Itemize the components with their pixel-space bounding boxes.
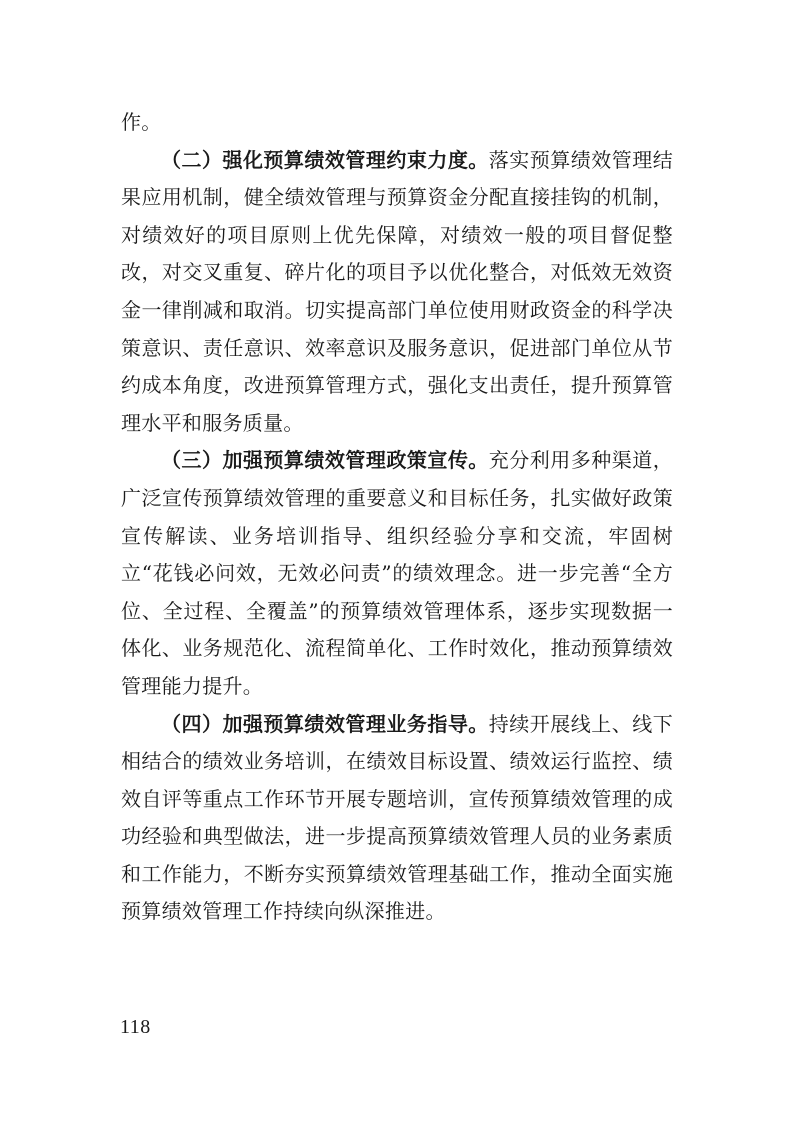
section-heading-3: （三）加强预算绩效管理政策宣传。 [161,448,489,473]
section-paragraph-3 [121,442,673,705]
page-number: 118 [120,1016,151,1038]
section-body-4: 持续开展线上、线下相结合的绩效业务培训，在绩效目标设置、绩效运行监控、绩效自评等重点工作环节开展专题培训，宣传预算绩效管理的成功经验和典型做法，进一步提高预算绩效管理人员的业务素质和工作能力，不断夯实预算绩效管理基础工作，推动全面实施预算绩效管理工作持续向纵深推进。 [121,711,673,924]
body-text [121,104,673,931]
section-heading-2: （二）强化预算绩效管理约束力度。 [161,147,489,172]
section-paragraph-2 [121,142,673,443]
section-paragraph-4 [121,706,673,932]
section-heading-4: （四）加强预算绩效管理业务指导。 [161,711,489,736]
section-body-2: 落实预算绩效管理结果应用机制，健全绩效管理与预算资金分配直接挂钩的机制，对绩效好的项目原则上优先保障，对绩效一般的项目督促整改，对交叉重复、碎片化的项目予以优化整合，对低效无效资金一律削减和取消。切实提高部门单位使用财政资金的科学决策意识、责任意识、效率意识及服务意识，促进部门单位从节约成本角度，改进预算管理方式，强化支出责任，提升预算管理水平和服务质量。 [121,147,673,435]
continuation-paragraph: 作。 [121,110,162,134]
section-body-3: 充分利用多种渠道，广泛宣传预算绩效管理的重要意义和目标任务，扎实做好政策宣传解读、业务培训指导、组织经验分享和交流，牢固树立“花钱必问效，无效必问责”的绩效理念。进一步完善“全方位、全过程、全覆盖”的预算绩效管理体系，逐步实现数据一体化、业务规范化、流程简单化、工作时效化，推动预算绩效管理能力提升。 [121,448,673,698]
